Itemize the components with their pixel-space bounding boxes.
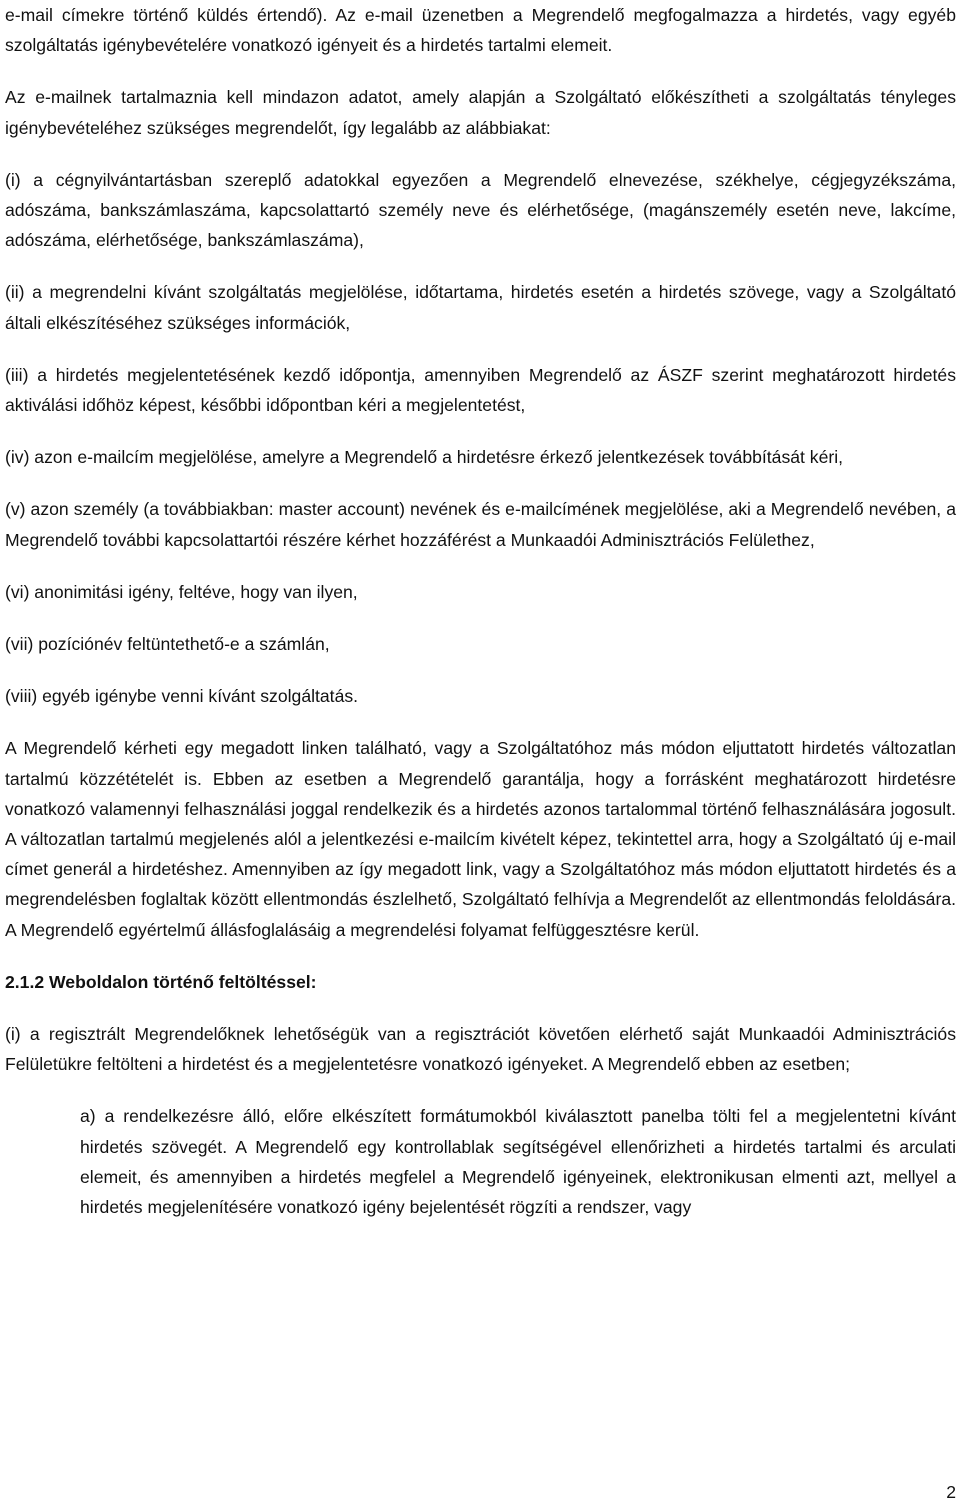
- list-item-v: (v) azon személy (a továbbiakban: master account) nevének és e-mailcímének megjelölése, aki a Megrendelő nevében, a Megrendelő további kapcsolattartói részére kérhet hozzáférést a Munkaadói Adminisztrációs Felülethez,: [5, 499, 956, 550]
- list-item-viii: (viii) egyéb igénybe venni kívánt szolgáltatás.: [5, 686, 359, 707]
- list-item-iii: (iii) a hirdetés megjelentetésének kezdő időpontja, amennyiben Megrendelő az ÁSZF szerint meghatározott hirdetés aktiválási időhöz képest, későbbi időpontban kéri a megjelentetést,: [5, 364, 956, 416]
- document-page: [5, 0, 956, 1222]
- paragraph-email-contents: Az e-mailnek tartalmaznia kell mindazon adatot, amely alapján a Szolgáltató előkészítheti a szolgáltatás tényleges igénybevételéhez szükséges megrendelőt, így legalább az alábbiakat:: [5, 87, 956, 138]
- list-item-vii: (vii) pozíciónév feltüntethető-e a számlán,: [5, 634, 330, 655]
- list-item-iv: (iv) azon e-mailcím megjelölése, amelyre a Megrendelő a hirdetésre érkező jelentkezések továbbítását kéri,: [5, 447, 844, 468]
- paragraph-email-intro: e-mail címekre történő küldés értendő). Az e-mail üzenetben a Megrendelő megfogalmazza a hirdetés, vagy egyéb szolgáltatás igénybevételére vonatkozó igényeit és a hirdetés tartalmi elemeit.: [5, 5, 956, 56]
- indented-item-a: a) a rendelkezésre álló, előre elkészített formátumokból kiválasztott panelba tölti fel a megjelentetni kívánt hirdetés szövegét. A Megrendelő egy kontrollablak segítségével ellenőrizheti a hirdetés tartalmi és arculati elemeit, és amennyiben a hirdetés megfelel a Megrendelő igényeinek, elektronikusan elmenti azt, mellyel a hirdetés megjelenítésére vonatkozó igény bejelentését rögzíti a rendszer, vagy: [80, 1106, 956, 1218]
- list-item-ii: (ii) a megrendelni kívánt szolgáltatás megjelölése, időtartama, hirdetés esetén a hirdetés szövege, vagy a Szolgáltató általi elkészítéséhez szükséges információk,: [5, 282, 956, 333]
- paragraph-web-upload: (i) a regisztrált Megrendelőknek lehetőségük van a regisztrációt követően elérhető saját Munkaadói Adminisztrációs Felületükre feltölteni a hirdetést és a megjelentetésre vonatkozó igényeket. A Megrendelő ebben az esetben;: [5, 1024, 956, 1075]
- page-number: 2: [946, 1482, 956, 1502]
- section-heading: 2.1.2 Weboldalon történő feltöltéssel:: [5, 971, 317, 992]
- paragraph-link-publication: A Megrendelő kérheti egy megadott linken található, vagy a Szolgáltatóhoz más módon eljuttatott hirdetés változatlan tartalmú közzétételét is. Ebben az esetben a Megrendelő garantálja, hogy a forrásként meghatározott hirdetésre vonatkozó valamennyi felhasználási joggal rendelkezik és a hirdetés azonos tartalommal történő felhasználására jogosult. A változatlan tartalmú megjelenés alól a jelentkezési e-mailcím kivételt képez, tekintettel arra, hogy a Szolgáltató új e-mail címet generál a hirdetéshez. Amennyiben az így megadott link, vagy a Szolgáltatóhoz más módon eljuttatott hirdetés és a megrendelésben foglaltak között ellentmondás észlelhető, Szolgáltató felhívja a Megrendelőt az ellentmondás feloldására. A Megrendelő egyértelmű állásfoglalásáig a megrendelési folyamat felfüggesztésre kerül.: [5, 738, 956, 940]
- list-item-i: (i) a cégnyilvántartásban szereplő adatokkal egyezően a Megrendelő elnevezése, székhelye, cégjegyzékszáma, adószáma, bankszámlaszáma, kapcsolattartó személy neve és elérhetősége, (magánszemély esetén neve, lakcíme, adószáma, elérhetősége, bankszámlaszáma),: [5, 169, 956, 251]
- list-item-vi: (vi) anonimitási igény, feltéve, hogy van ilyen,: [5, 581, 358, 602]
